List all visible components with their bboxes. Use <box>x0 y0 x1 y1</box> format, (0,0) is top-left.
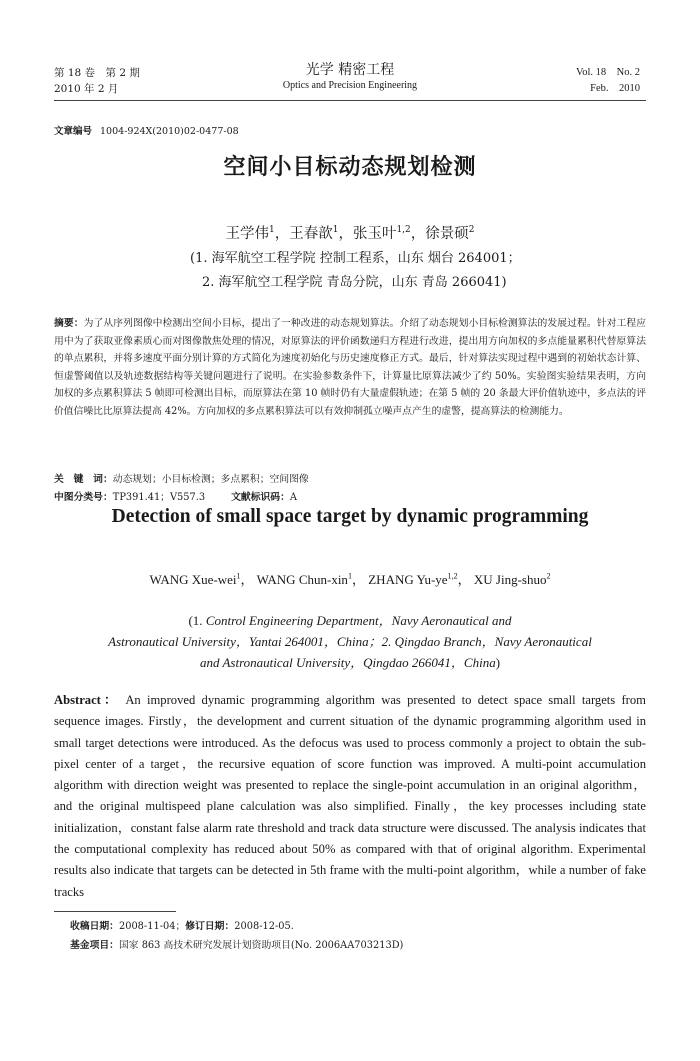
authors-cn <box>0 222 700 243</box>
volume-issue-en: Vol. 18 No. 2 <box>576 67 640 78</box>
title-en: Detection of small space target by dynamic programming <box>111 506 589 527</box>
affiliation-cn-line: 2. 海军航空工程学院 青岛分院，山东 青岛 266041) <box>202 275 507 290</box>
doc-code-value: A <box>289 492 297 503</box>
classification <box>54 489 297 503</box>
affiliation-en-line: (1. Control Engineering Department，Navy Aeronautical and <box>188 613 512 628</box>
keywords-cn-text: 动态规划；小目标检测；多点累积；空间图像 <box>112 474 309 485</box>
date-cn: 2010 年 2 月 <box>54 83 119 95</box>
abstract-cn-text: 为了从序列图像中检测出空间小目标，提出了一种改进的动态规划算法。介绍了动态规划小目标检测算法的发展过程。针对工程应用中为了获取亚像素质心而对图像散焦处理的情况，对原算法的评价函数递归方程进行改进，提出用方向加权的多点能量累积代替原算法的单点累积，并将多速度平面分别计算的方式简化为速度初始化与历史速度修正方式。最后，针对算法实现过程中遇到的初始状态计算、恒虚警阈值以及轨迹数据结构等关键问题进行了说明。在实验参数条件下，计算量比原算法减少了约 50%。实验图实验结果表明，方向加权的多点累积算法 5 帧即可检测出目标，而原算法在第 10 帧时仍有大量虚假轨迹；在第 5 帧的 20 条最大评价值轨迹中，多点法的评价值信噪比比原算法提高 42%。方向加权的多点累积算法可以有效抑制孤立噪声点产生的虚警，提高算法的检测能力。 <box>54 318 647 417</box>
received-date: 2008-11-04； <box>118 921 186 932</box>
keywords-cn-label: 关 键 词： <box>54 474 113 485</box>
footnote-fund <box>70 937 403 954</box>
abstract-cn <box>54 315 646 420</box>
abstract-en-label: Abstract： <box>54 693 120 707</box>
footnote-dates <box>70 918 294 935</box>
article-number <box>54 123 239 137</box>
volume-issue-cn: 第 18 卷 第 2 期 <box>54 67 140 79</box>
fund-text: 国家 863 高技术研究发展计划资助项目(No. 2006AA703213D) <box>118 940 404 951</box>
author-cn: 张玉叶$^{1,2}$， <box>352 225 426 242</box>
article-number-label: 文章编号 <box>54 126 93 137</box>
author-cn: 徐景硕$^2$ <box>425 225 475 242</box>
affiliation-en-line: and Astronautical University，Qingdao 266041，China) <box>199 655 501 670</box>
abstract-cn-label: 摘要： <box>54 318 84 329</box>
doc-code-label: 文献标识码： <box>231 492 290 503</box>
affiliation-en-line: Astronautical University，Yantai 264001，China；2. Qingdao Branch，Navy Aeronautical <box>108 634 592 649</box>
received-label: 收稿日期： <box>70 921 119 932</box>
abstract-en-text: An improved dynamic programming algorithm was presented to detect space small targets from sequence images. Firstly，the development and current situation of the dynamic programming algorithm used in small target detections were introduced. As the defocus was used to process commonly a project to obtain the sub-pixel center of a target，the recursive equation of score function was improved. A multi-point accumulation algorithm with direction weight was presented to replace the single-point accumulation in an original algorithm，and the original multispeed plane calculation was also simplified. Finally，the key processes including state initialization，constant false alarm rate threshold and track data structure were discussed. The analysis indicates that the computational complexity has reduced about 50% as compared with that of original algorithm. Experimental results also indicate that targets can be detected in 5th frame with the multi-point algorithm，while a number of fake tracks <box>54 693 646 899</box>
authors-en <box>0 569 700 588</box>
author-en: XU Jing-shuo$^2$ <box>473 571 551 587</box>
footnote-rule <box>54 911 176 912</box>
clc-label: 中图分类号： <box>54 492 113 503</box>
journal-name-cn: 光学 精密工程 <box>305 62 395 78</box>
author-en: ZHANG Yu-ye$^{1,2}$， <box>368 571 471 587</box>
date-en: Feb. 2010 <box>590 83 640 94</box>
affiliations-cn <box>190 247 521 295</box>
author-en: WANG Chun-xin$^1$， <box>256 571 365 587</box>
revised-label: 修订日期： <box>185 921 235 932</box>
author-cn: 王春歆$^1$， <box>289 225 353 242</box>
affiliations-en <box>54 610 646 673</box>
author-cn: 王学伟$^1$， <box>225 225 290 242</box>
article-number-value: 1004-924X(2010)02-0477-08 <box>100 126 239 137</box>
header-rule <box>54 100 646 101</box>
fund-label: 基金项目： <box>70 940 119 951</box>
header-right <box>576 65 640 97</box>
journal-name-en: Optics and Precision Engineering <box>282 80 418 91</box>
affiliation-cn-line: (1. 海军航空工程学院 控制工程系，山东 烟台 264001； <box>190 251 521 266</box>
revised-date: 2008-12-05. <box>234 921 294 932</box>
keywords-cn <box>54 471 309 485</box>
abstract-en <box>54 690 646 903</box>
title-cn: 空间小目标动态规划检测 <box>223 155 477 180</box>
clc-value: TP391.41；V557.3 <box>112 492 206 503</box>
author-en: WANG Xue-wei$^1$， <box>149 571 254 587</box>
